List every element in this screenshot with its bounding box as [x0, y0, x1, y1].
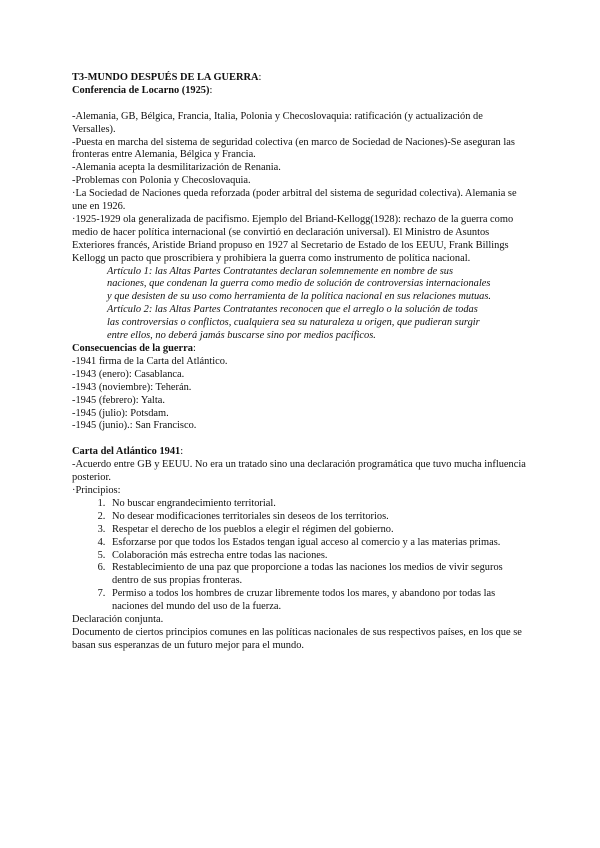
paragraph: -Alemania acepta la desmilitarización de Renania. [72, 162, 281, 174]
treaty-quote [107, 266, 528, 343]
quote-line: Artículo 2: las Altas Partes Contratantes reconocen que el arreglo o la solución de todas [107, 304, 478, 316]
quote-line: naciones, que condenan la guerra como medio de solución de controversias internacionales [107, 278, 491, 290]
section-heading-locarno: Conferencia de Locarno (1925): [72, 84, 213, 96]
list-item: -1945 (junio).: San Francisco. [72, 420, 197, 432]
list-item: 4. Esforzarse por que todos los Estados tengan igual acceso al comercio y a las materias primas. [108, 537, 528, 550]
principios-label: ·Principios: [72, 484, 121, 496]
quote-line: y que desisten de su uso como herramienta de la política nacional en sus relaciones mutuas. [107, 291, 492, 303]
list-item: -1943 (enero): Casablanca. [72, 368, 185, 380]
list-item: -1945 (julio): Potsdam. [72, 407, 169, 419]
paragraph: ·1925-1929 ola generalizada de pacifismo. Ejemplo del Briand-Kellogg(1928): rechazo de la guerra como medio de hacer política internacional (se convirtió en declaración universal). El Ministro de Asuntos Exteriores francés, Aristide Briand propuso en 1927 al Secretario de Estado de los EEUU, Frank Billings Kellogg un pacto que proscribiera y prohibiera la guerra como instrumento de política nacional. [72, 213, 514, 264]
list-item: -1941 firma de la Carta del Atlántico. [72, 355, 228, 367]
paragraph: Declaración conjunta. [72, 614, 164, 626]
quote-line: Artículo 1: las Altas Partes Contratantes declaran solemnemente en nombre de sus [107, 265, 454, 277]
list-item: -1943 (noviembre): Teherán. [72, 381, 192, 393]
quote-line: entre ellos, no deberá jamás buscarse sino por medios pacíficos. [107, 330, 376, 342]
section-heading-consecuencias: Consecuencias de la guerra: [72, 343, 196, 355]
list-item: 6. Restablecimiento de una paz que proporcione a todas las naciones los medios de vivir seguros dentro de sus propias fronteras. [108, 562, 528, 588]
quote-line: las controversias o conflictos, cualquiera sea su naturaleza u origen, que pudieran surgir [107, 317, 480, 329]
document-page [72, 72, 528, 653]
list-item: 7. Permiso a todos los hombres de cruzar libremente todos los mares, y abandono por todas las naciones del mundo del uso de la fuerza. [108, 588, 528, 614]
paragraph: -Acuerdo entre GB y EEUU. No era un tratado sino una declaración programática que tuvo mucha influencia posterior. [72, 459, 526, 484]
list-item: 3. Respetar el derecho de los pueblos a elegir el régimen del gobierno. [108, 524, 528, 537]
paragraph: -Alemania, GB, Bélgica, Francia, Italia, Polonia y Checoslovaquia: ratificación (y actualización de Versalles). [72, 110, 483, 135]
principios-list [72, 498, 528, 614]
paragraph: -Puesta en marcha del sistema de seguridad colectiva (en marco de Sociedad de Naciones)-Se aseguran las fronteras entre Alemania, Bélgica y Francia. [72, 136, 515, 161]
list-item: -1945 (febrero): Yalta. [72, 394, 165, 406]
paragraph: ·La Sociedad de Naciones queda reforzada (poder arbitral del sistema de seguridad colectiva). Alemania se une en 1926. [72, 188, 517, 213]
list-item: 5. Colaboración más estrecha entre todas las naciones. [108, 550, 528, 563]
paragraph: -Problemas con Polonia y Checoslovaquia. [72, 175, 251, 187]
paragraph: Documento de ciertos principios comunes en las políticas nacionales de sus respectivos países, en los que se basan sus esperanzas de un futuro mejor para el mundo. [72, 626, 522, 651]
section-heading-carta: Carta del Atlántico 1941: [72, 446, 184, 458]
document-title: T3-MUNDO DESPUÉS DE LA GUERRA: [72, 72, 262, 83]
list-item: 2. No desear modificaciones territoriales sin deseos de los territorios. [108, 511, 528, 524]
list-item: 1. No buscar engrandecimiento territorial. [108, 498, 528, 511]
